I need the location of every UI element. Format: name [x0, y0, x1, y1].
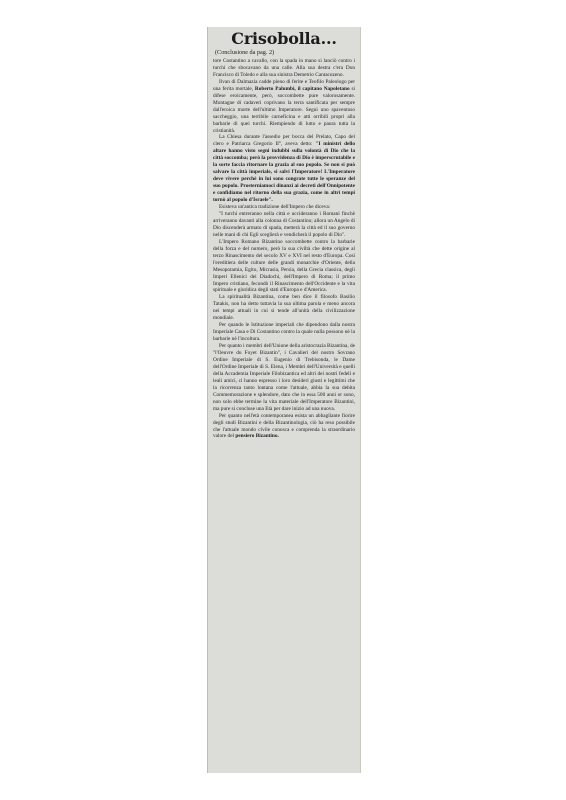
article-paragraph [213, 239, 355, 295]
text-segment: Per quanto i membri dell'Unione della aristocrazia Bizantina, de "l'Oeuvre du Foyet Bizantin", i Cavalieri del nostro Sovrano Ordine Imperiale di S. Eugenio di Trebisonda, le Dame dell'Ordine Imperiale di S. Elena, i Membri dell'Università e quelli della Accademia Imperiale Filobizantica ed altri dei nostri fedeli e leali amici, ci hanno espresso i loro desideri giusti e legittimi che la ricorrenza tanto lontana come l'attuale, abbia la sua debita Commemorazione e splendore, dato che in essa 500 anni or sono, non solo ebbe termine la vita materiale dell'Imperatore Bizantini, ma pure si concluse una Età per dare inizio ad una nuova. [213, 343, 355, 412]
article-paragraph [213, 79, 355, 135]
article-paragraph [213, 413, 355, 441]
article-paragraph [213, 134, 355, 204]
article-paragraph [213, 343, 355, 413]
article-paragraph [213, 58, 355, 79]
article-paragraph [213, 211, 355, 239]
newspaper-clipping [207, 27, 361, 773]
text-segment: Esisteva un'antica tradizione dell'Impero che diceva: [219, 204, 331, 211]
text-segment: La Chiesa durante l'assedio per bocca del Prelato, Capo del clero e Patriarca Gregorio II°, aveva detto: [213, 134, 355, 148]
text-segment: L'Impero Romano Bizantino soccombette contro la barbarie della forza e del numero, però la sua civiltà che dette origine al terzo Rinascimento del secolo XV e XVI nel resto d'Europa. Così l'ereditiera delle culture delle grandi monarchie d'Oriente, della Mesopotamia, Egito, Micrasia, Persia, della Grecia classica, degli Imperi Ellenici dei Diadochi, dell'Impero di Roma; il primo Impero cristiano, fecondò il Rinascimento dell'Occidente e la vita spirituale e giuridica degli stati d'Europa e d'America. [213, 238, 355, 294]
article-subtitle: (Conclusione da pag. 2) [215, 49, 275, 56]
text-segment: Per quanto nell'età contemporanea esista un abbagliante fiorire degli studi Bizantini e della Bizantinologia, ciò ha reso possibile che l'attuale mondo civile conosca e comprenda la straordinario valore del [213, 412, 355, 440]
text-segment: tore Costantino a cavallo, con la spada in mano si lanciò contro i turchi che sbocavano da una calle. Alla sua destra c'era Don Francisco di Toledo e alla sua sinistra Demetrio Cantacuzeno. [213, 58, 355, 78]
text-segment: si difese eroicamente, però, soccombette pure valorosamente. Montagne di cadaveri coprivano la terra santificata per sempre dall'eroica morte dell'ultimo Imperatore. Seguì uno spaventoso saccheggio, una terribile carneficina e atti orribili propri alla barbarie di quei turchi. Riempiendo di lutto e paura tutta la cristianità. [213, 85, 356, 134]
article-paragraph [213, 322, 355, 343]
article-paragraph [213, 294, 355, 322]
text-segment: La spiritualità Bizantina, come ben dice il filosofo Basilio Tatakis, non ha detto tuttavia la sua ultima parola e meno ancora nei tempi attuali in cui si tende all'unità della civilizzazione mondiale. [213, 294, 355, 322]
text-segment: Per quando le Istituzione imperiali che dipendono dalla nostra Imperiale Casa e Di Costantino contro la quale nulla possono nè la barbarie nè l'incoltura. [213, 322, 355, 343]
text-segment: Ilvan di Dalmazia cadde pieno di ferite e Teofilo Paleologo per una ferita mortale, [213, 78, 355, 92]
article-paragraph [213, 204, 355, 211]
bold-text-segment: pensiero Bizantino. [235, 433, 279, 440]
article-title: Crisobolla... [231, 29, 337, 48]
bold-text-segment: "I ministri dello altare hanno visto segni indubbi sulla volontà di Dio che la città soccomba; però la provvidenza di Dio è imperscrutabile e la sorte faccia ritornare la grazia al suo popolo. Se non si può salvare la città imperiale, si salvi l'Imperatore! L'Imperatore deve vivere perchè in lui sono congrate tutte le speranze del suo popolo. Prosterniamoci dinanzi ai decreti dell'Onnipotente e confidiamo nel ritorno della sua grazia, come in altri tempi tornò al popolo d'Israele". [213, 141, 355, 204]
bold-text-segment: Roberto Palumbi, il capitano Napoletano [254, 85, 350, 92]
article-body [213, 58, 355, 440]
text-segment: "I turchi entreranno nella città e uccideranno i Romani finchè arriveranno davanti alla colonna di Costantino; allora un Angelo di Dio discenderà armato di spada, metterà la città ed il suo governo nelle mani di chi Egli sceglierà e vendicherà il popolo di Dio". [213, 210, 355, 238]
